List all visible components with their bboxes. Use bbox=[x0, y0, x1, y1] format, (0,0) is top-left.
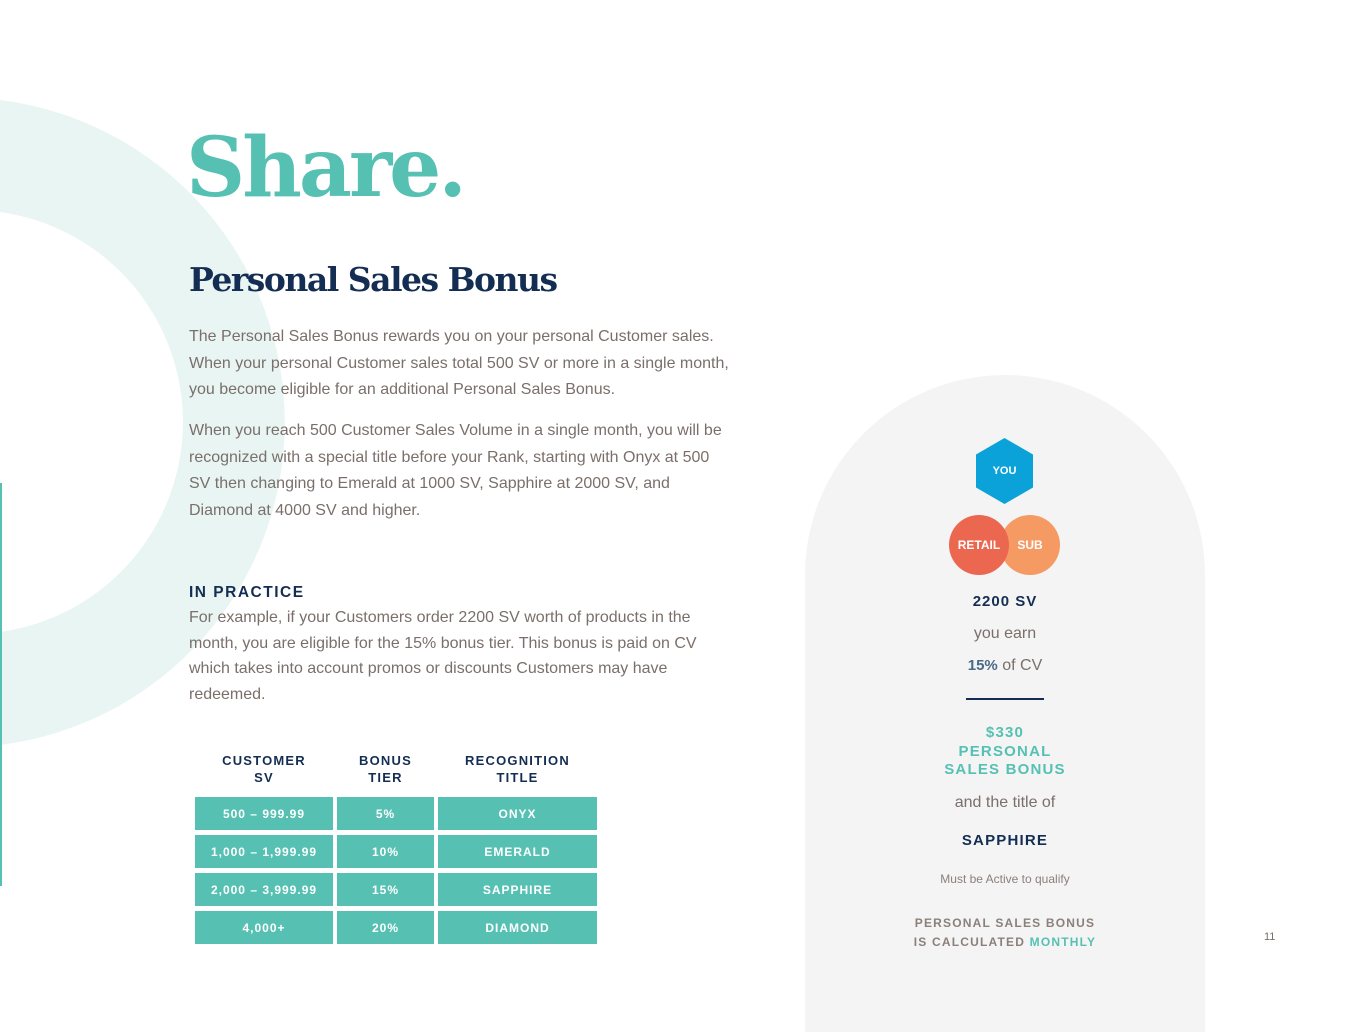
bonus-label-line-2: SALES BONUS bbox=[944, 761, 1066, 778]
table-cell-tier: 5% bbox=[337, 797, 434, 830]
intro-paragraph: The Personal Sales Bonus rewards you on your personal Customer sales. When your personal Customer sales total 500 SV or more in a single month, you become eligible for an additional Personal Sales Bonus. bbox=[189, 328, 729, 399]
section-title: Personal Sales Bonus bbox=[189, 260, 557, 299]
table-header-bonus-tier: BONUS TIER bbox=[359, 753, 412, 785]
calculation-note bbox=[855, 914, 1155, 951]
page-number: 11 bbox=[1264, 931, 1276, 943]
table-cell-sv: 1,000 – 1,999.99 bbox=[195, 835, 333, 868]
qualify-note: Must be Active to qualify bbox=[940, 872, 1070, 886]
sub-circle bbox=[1000, 515, 1060, 575]
retail-circle bbox=[949, 515, 1009, 575]
table-cell-sv: 500 – 999.99 bbox=[195, 797, 333, 830]
table-cell-title: DIAMOND bbox=[438, 911, 597, 944]
sub-label: SUB bbox=[1017, 538, 1043, 552]
table-header-customer-sv: CUSTOMER SV bbox=[222, 753, 306, 785]
table-cell-title: SAPPHIRE bbox=[438, 873, 597, 906]
percent-value: 15% bbox=[967, 657, 998, 674]
calc-line-1: PERSONAL SALES BONUS bbox=[914, 916, 1096, 930]
table-cell-title: ONYX bbox=[438, 797, 597, 830]
table-cell-tier: 10% bbox=[337, 835, 434, 868]
table-cell-tier: 20% bbox=[337, 911, 434, 944]
divider-line bbox=[966, 698, 1044, 700]
bonus-amount-block bbox=[855, 724, 1155, 780]
page-headline: Share. bbox=[186, 120, 464, 216]
table-cell-title: EMERALD bbox=[438, 835, 597, 868]
table-cell-sv: 4,000+ bbox=[195, 911, 333, 944]
in-practice-heading: IN PRACTICE bbox=[189, 584, 305, 601]
bonus-amount: $330 bbox=[985, 724, 1025, 741]
example-paragraph: For example, if your Customers order 2200 SV worth of products in the month, you are eligible for the 15% bonus tier. This bonus is paid on CV which takes into account promos or discounts Customers may have redeemed. bbox=[189, 609, 697, 703]
retail-label: RETAIL bbox=[957, 538, 1001, 552]
rank-title: SAPPHIRE bbox=[961, 832, 1049, 849]
of-cv-text: of CV bbox=[1002, 657, 1043, 674]
table-cell-tier: 15% bbox=[337, 873, 434, 906]
title-intro-text: and the title of bbox=[954, 794, 1056, 811]
you-label: YOU bbox=[992, 465, 1017, 477]
table-header-recognition-title: RECOGNITION TITLE bbox=[465, 753, 570, 785]
calc-accent: MONTHLY bbox=[1029, 934, 1097, 949]
table-cell-sv: 2,000 – 3,999.99 bbox=[195, 873, 333, 906]
example-sv-value: 2200 SV bbox=[972, 593, 1038, 610]
you-earn-text: you earn bbox=[973, 625, 1037, 642]
recognition-paragraph: When you reach 500 Customer Sales Volume in a single month, you will be recognized with a special title before your Rank, starting with Onyx at 500 SV then changing to Emerald at 1000 SV, Sapphire at 2000 SV, and Diamond at 4000 SV and higher. bbox=[189, 422, 722, 520]
left-edge-line bbox=[0, 483, 2, 886]
calc-line-2: IS CALCULATED bbox=[913, 934, 1026, 949]
bonus-label-line-1: PERSONAL bbox=[958, 742, 1052, 760]
percent-of-cv bbox=[855, 657, 1155, 675]
